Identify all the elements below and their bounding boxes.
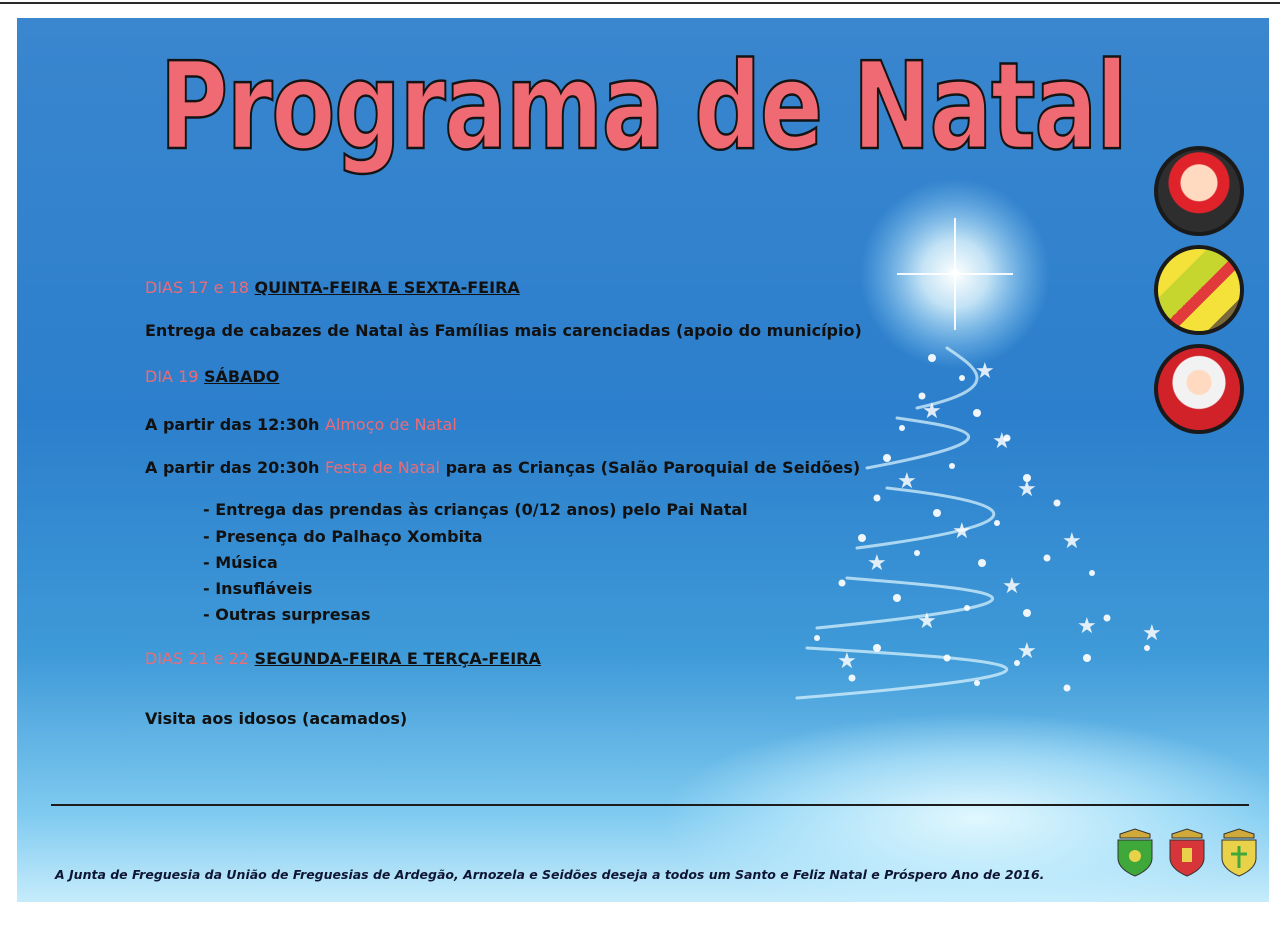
- santa-claus-photo: [1154, 344, 1244, 434]
- section3-heading: [145, 649, 541, 668]
- svg-text:★: ★: [837, 649, 857, 674]
- poster: [17, 18, 1269, 902]
- svg-text:★: ★: [1017, 639, 1037, 664]
- party-prefix: A partir das 20:30h: [145, 458, 320, 477]
- svg-text:★: ★: [917, 609, 937, 634]
- top-border-line: [0, 2, 1280, 4]
- svg-text:★: ★: [992, 429, 1012, 454]
- svg-text:★: ★: [1142, 621, 1162, 646]
- party-event: Festa de Natal: [324, 458, 440, 477]
- page-title: Programa de Natal: [159, 38, 1127, 177]
- section1-days: DIAS 17 e 18: [145, 278, 249, 297]
- section3-days: DIAS 21 e 22: [145, 649, 249, 668]
- list-item: - Presença do Palhaço Xombita: [203, 527, 483, 546]
- footer-divider: [51, 804, 1249, 806]
- bouncy-castle-photo: [1154, 245, 1244, 335]
- arnozela-crest: [1164, 826, 1210, 882]
- lunch-event: Almoço de Natal: [324, 415, 457, 434]
- svg-text:★: ★: [975, 359, 995, 384]
- svg-text:★: ★: [1077, 614, 1097, 639]
- svg-text:★: ★: [1002, 574, 1022, 599]
- section2-weekday: SÁBADO: [204, 367, 280, 386]
- svg-text:★: ★: [1062, 529, 1082, 554]
- svg-text:★: ★: [1017, 477, 1037, 502]
- svg-text:★: ★: [952, 519, 972, 544]
- list-item: - Insufláveis: [203, 579, 313, 598]
- list-item: - Entrega das prendas às crianças (0/12 anos) pelo Pai Natal: [203, 500, 748, 519]
- section1-weekday: QUINTA-FEIRA E SEXTA-FEIRA: [254, 278, 520, 297]
- section2-heading: [145, 367, 279, 386]
- svg-text:★: ★: [897, 469, 917, 494]
- section3-text: Visita aos idosos (acamados): [145, 709, 408, 728]
- svg-text:★: ★: [922, 399, 942, 424]
- section2-days: DIA 19: [145, 367, 199, 386]
- party-suffix: para as Crianças (Salão Paroquial de Seidões): [445, 458, 861, 477]
- ardegao-crest: [1112, 826, 1158, 882]
- lunch-prefix: A partir das 12:30h: [145, 415, 320, 434]
- section1-heading: [145, 278, 520, 297]
- list-item: - Música: [203, 553, 278, 572]
- list-item: - Outras surpresas: [203, 605, 371, 624]
- clown-photo: [1154, 146, 1244, 236]
- svg-text:★: ★: [867, 551, 887, 576]
- footer-message: A Junta de Freguesia da União de Freguesias de Ardegão, Arnozela e Seidões deseja a todos um Santo e Feliz Natal e Próspero Ano de 2016.: [55, 867, 1045, 882]
- party-line: [145, 458, 860, 477]
- section1-text: Entrega de cabazes de Natal às Famílias mais carenciadas (apoio do município): [145, 321, 862, 340]
- seidoes-crest: [1216, 826, 1262, 882]
- section3-weekday: SEGUNDA-FEIRA E TERÇA-FEIRA: [254, 649, 541, 668]
- lunch-line: [145, 415, 457, 434]
